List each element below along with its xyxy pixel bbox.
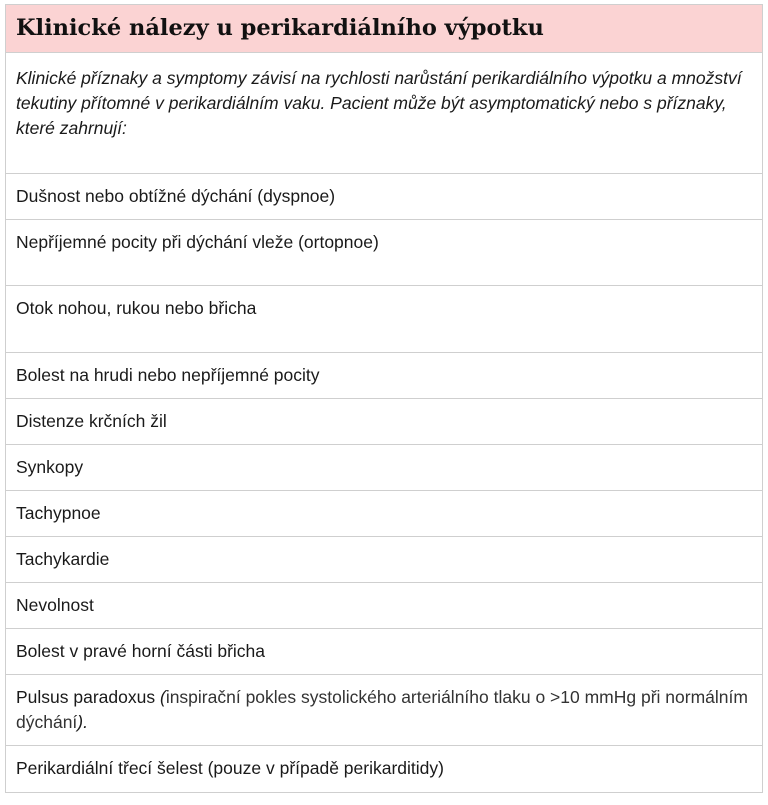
pulsus-open-paren: ( — [159, 687, 166, 707]
table-row-pulsus-paradoxus — [6, 675, 762, 746]
intro-text: Klinické příznaky a symptomy závisí na rychlosti narůstání perikardiálního výpotku a množství tekutiny přítomné v perikardiálním vaku. Pacient může být asymptomatický nebo s příznaky, které zahrnují: — [6, 53, 762, 174]
table-row: Distenze krčních žil — [6, 399, 762, 445]
table-row: Nepříjemné pocity při dýchání vleže (ortopnoe) — [6, 220, 762, 286]
pulsus-close-paren: ). — [77, 712, 88, 732]
table-row: Perikardiální třecí šelest (pouze v případě perikarditidy) — [16, 758, 444, 778]
table-row: Synkopy — [6, 445, 762, 491]
clinical-findings-table — [5, 4, 763, 793]
table-row: Bolest na hrudi nebo nepříjemné pocity — [6, 353, 762, 399]
table-row: Bolest v pravé horní části břicha — [6, 629, 762, 675]
pulsus-note: inspirační pokles systolického arteriálního tlaku o >10 mmHg při normálním dýchání — [16, 687, 748, 732]
pulsus-term: Pulsus paradoxus — [16, 687, 160, 707]
table-row: Dušnost nebo obtížné dýchání (dyspnoe) — [6, 174, 762, 220]
table-row: Otok nohou, rukou nebo břicha — [6, 286, 762, 353]
table-row: Nevolnost — [6, 583, 762, 629]
table-row: Tachykardie — [6, 537, 762, 583]
table-title: Klinické nálezy u perikardiálního výpotku — [6, 5, 762, 53]
table-row: Tachypnoe — [6, 491, 762, 537]
